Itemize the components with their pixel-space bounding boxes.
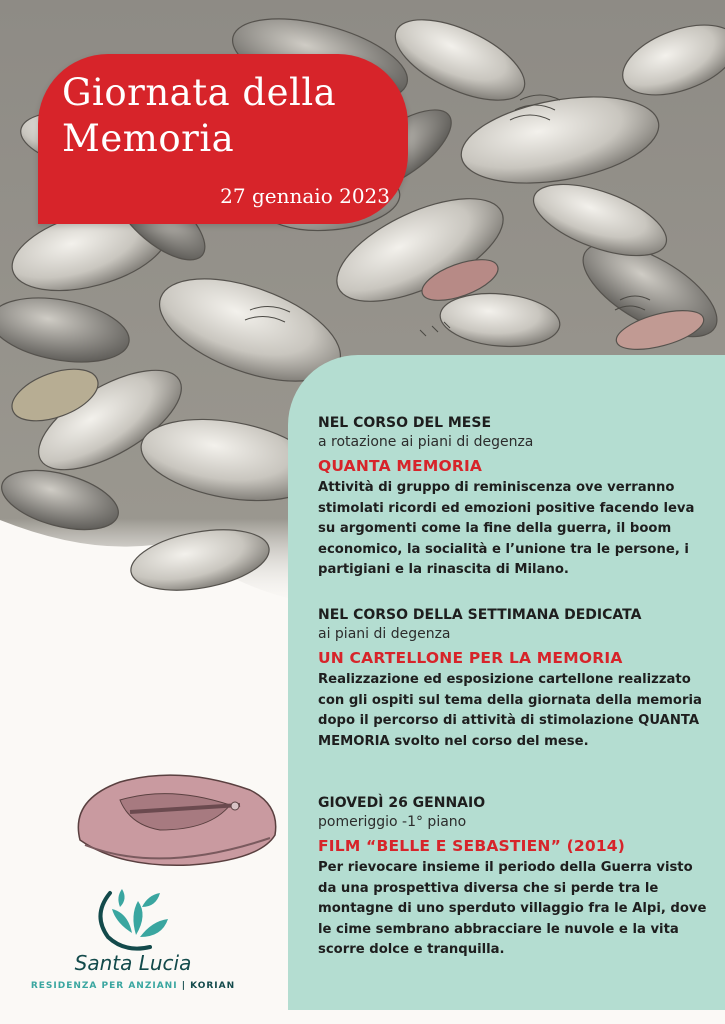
event-description: Per rievocare insieme il periodo della Guerra visto da una prospettiva diversa che si perde tra le montagne di uno sperduto villaggio fra le Alpi, dove le cime sembrano abbracciare le nuvole e la vita scorre dolce e tranquilla. [318, 860, 707, 957]
brand-separator: | [181, 981, 186, 991]
event-section [318, 794, 718, 961]
brand-korian: KORIAN [190, 981, 236, 991]
event-where: pomeriggio -1° piano [318, 814, 467, 830]
santa-lucia-logo [28, 885, 238, 1005]
olive-branch-icon [90, 885, 180, 955]
event-where: a rotazione ai piani di degenza [318, 434, 534, 450]
event-description: Realizzazione ed esposizione cartellone realizzato con gli ospiti sul tema della giornata della memoria dopo il percorso di attività di stimolazione QUANTA MEMORIA svolto nel corso del mese. [318, 672, 702, 749]
brand-name: Santa Lucia [74, 951, 192, 975]
title-banner [38, 54, 408, 224]
event-title: FILM “BELLE E SEBASTIEN” (2014) [318, 837, 626, 855]
pink-shoe-illustration [60, 760, 290, 880]
event-date: 27 gennaio 2023 [220, 184, 390, 208]
event-where: ai piani di degenza [318, 626, 451, 642]
page-title: Giornata della Memoria [62, 71, 337, 160]
event-when: GIOVEDÌ 26 GENNAIO [318, 795, 486, 811]
event-title: QUANTA MEMORIA [318, 457, 483, 475]
brand-subtitle [28, 981, 238, 991]
event-when: NEL CORSO DELLA SETTIMANA DEDICATA [318, 607, 642, 623]
event-description: Attività di gruppo di reminiscenza ove verranno stimolati ricordi ed emozioni positive facendo leva su argomenti come la fine della guerra, il boom economico, la socialità e l’unione tra le persone, i partigiani e la rinascita di Milano. [318, 480, 695, 577]
event-section [318, 414, 718, 581]
event-when: NEL CORSO DEL MESE [318, 415, 492, 431]
event-title: UN CARTELLONE PER LA MEMORIA [318, 649, 623, 667]
event-section [318, 606, 718, 752]
brand-subtitle-text: RESIDENZA PER ANZIANI [30, 981, 178, 991]
